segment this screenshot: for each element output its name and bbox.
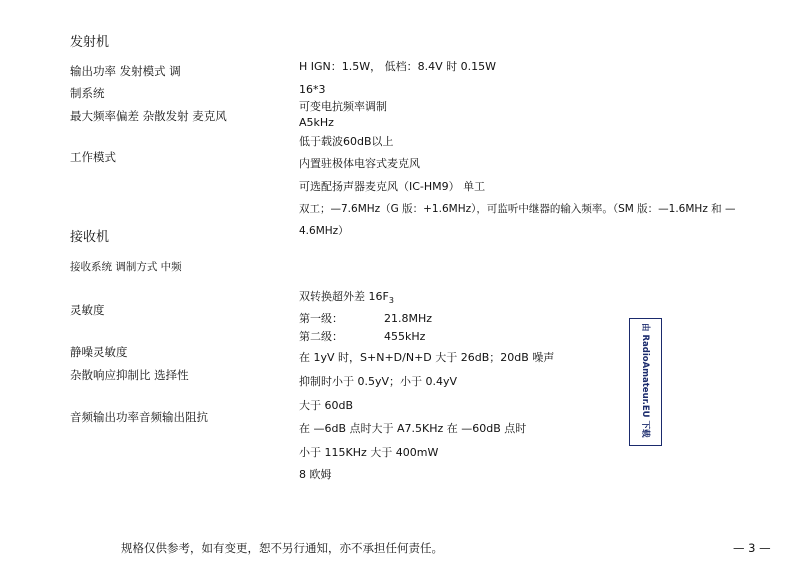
rx-if-first-label: 第一级： xyxy=(299,312,343,325)
tx-label-operating-mode: 工作模式 xyxy=(70,150,116,164)
download-stamp-text: 由 RadioAmateur.EU 下载 xyxy=(640,323,650,438)
rx-label-sensitivity: 灵敏度 xyxy=(70,303,105,317)
rx-value-impedance: 8 欧姆 xyxy=(299,468,332,481)
rx-value-sensitivity: 在 1уV 时，S+N+D/N+D 大于 26dB；20dB 噪声 xyxy=(299,351,555,364)
rx-label-audio: 音频输出功率音频输出阻抗 xyxy=(70,410,208,424)
tx-value-duplex-cont: 4.6MHz） xyxy=(299,225,349,237)
tx-label-output-power: 输出功率 发射模式 调 xyxy=(70,64,181,78)
rx-label-squelch: 静噪灵敏度 xyxy=(70,345,128,359)
tx-value-emission: 16*3 xyxy=(299,83,326,96)
transmitter-heading: 发射机 xyxy=(70,35,110,50)
page-number: — 3 — xyxy=(733,541,771,555)
rx-label-spurious-selectivity: 杂散响应抑制比 选择性 xyxy=(70,368,189,382)
rx-value-selectivity: 在 —6dB 点时大于 A7.5KHz 在 —60dB 点时 xyxy=(299,422,527,435)
tx-value-microphone: 内置驻极体电容式麦克风 xyxy=(299,157,420,170)
rx-value-audio-power: 小于 115KHz 大于 400mW xyxy=(299,446,439,459)
tx-value-output-power: H IGN：1.5W， 低档：8.4V 时 0.15W xyxy=(299,60,497,73)
rx-value-system xyxy=(299,291,394,305)
tx-label-modulation: 制系统 xyxy=(70,86,105,100)
rx-if-first-value: 21.8MHz xyxy=(384,312,433,325)
tx-label-deviation: 最大频率偏差 杂散发射 麦克风 xyxy=(70,109,227,123)
tx-value-spurious: 低于载波60dB以上 xyxy=(299,135,394,148)
download-stamp xyxy=(629,318,662,446)
rx-value-spurious: 大于 60dB xyxy=(299,399,354,412)
receiver-heading: 接收机 xyxy=(70,230,110,245)
tx-value-deviation: A5kHz xyxy=(299,116,334,129)
rx-label-system: 接收系统 调制方式 中频 xyxy=(70,261,182,273)
rx-if-second-value: 455kHz xyxy=(384,330,426,343)
tx-value-modulation: 可变电抗频率调制 xyxy=(299,100,387,113)
rx-value-squelch: 抑制时小于 0.5yV；小于 0.4уV xyxy=(299,375,458,388)
rx-if-second-label: 第二级： xyxy=(299,330,343,343)
tx-value-duplex: 双工；—7.6MHz（G 版：+1.6MHz），可监听中继器的输入频率。（SM 版：—1.6MHz 和 — xyxy=(299,203,736,215)
rx-value-system-main: 双转换超外差 16F xyxy=(299,290,389,303)
footer-disclaimer: 规格仅供参考，如有变更，恕不另行通知，亦不承担任何责任。 xyxy=(121,541,443,555)
rx-value-system-sub: 3 xyxy=(388,296,394,306)
tx-value-optional-mic: 可选配扬声器麦克风（IC-HM9） 单工 xyxy=(299,180,486,193)
